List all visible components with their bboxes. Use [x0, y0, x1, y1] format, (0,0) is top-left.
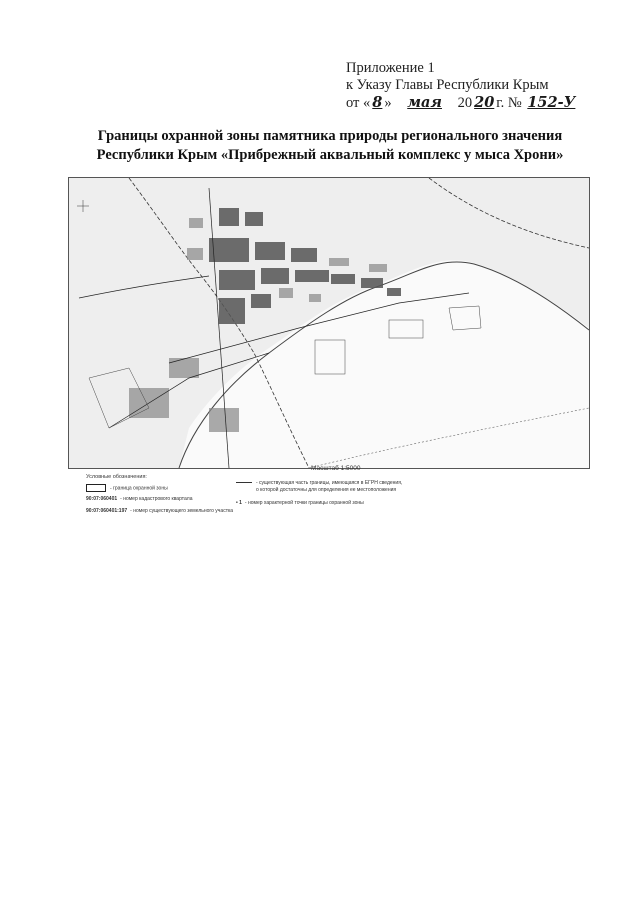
- date-prefix: от «: [346, 95, 371, 111]
- year-prefix: 20: [457, 95, 473, 111]
- handwritten-year: 20: [474, 94, 495, 111]
- legend-item-zone-boundary: - граница охранной зоны: [86, 484, 168, 492]
- map-drawing: [69, 178, 589, 468]
- legend-heading: Условные обозначения:: [86, 474, 147, 480]
- annex-decree-ref: к Указу Главы Республики Крым: [346, 77, 549, 93]
- title-line-1: Границы охранной зоны памятника природы регионального значения: [97, 128, 563, 144]
- date-quote-close: »: [384, 95, 392, 111]
- point-marker-icon: • 1: [236, 500, 242, 506]
- map-legend: [86, 474, 586, 514]
- existing-boundary-line-icon: [236, 482, 252, 483]
- legend-item-point: • 1 - номер характерной точки границы охранной зоны: [236, 500, 364, 506]
- annex-header: [346, 60, 606, 112]
- annex-title: Приложение 1: [346, 60, 435, 76]
- handwritten-decree-number: 152-У: [527, 94, 576, 111]
- map-scale-label: Масштаб 1:5000: [311, 465, 361, 472]
- year-number-label: г. №: [496, 95, 522, 111]
- document-title: [60, 127, 600, 165]
- title-line-2: Республики Крым «Прибрежный аквальный комплекс у мыса Хрони»: [96, 147, 564, 163]
- cadastral-map: [68, 177, 590, 469]
- legend-item-existing-boundary-cont: о которой достаточны для определения ее местоположения: [256, 487, 397, 493]
- legend-item-existing-boundary: - существующая часть границы, имеющаяся в ЕГРН сведения,: [236, 480, 402, 486]
- zone-boundary-swatch-icon: [86, 484, 106, 492]
- handwritten-day: 8: [372, 94, 383, 111]
- legend-item-quarter: 90:07:060401 - номер кадастрового квартала: [86, 496, 193, 502]
- legend-item-parcel: 90:07:060401:197 - номер существующего земельного участка: [86, 508, 234, 514]
- handwritten-month: мая: [407, 94, 442, 111]
- annex-date-number: [346, 94, 606, 112]
